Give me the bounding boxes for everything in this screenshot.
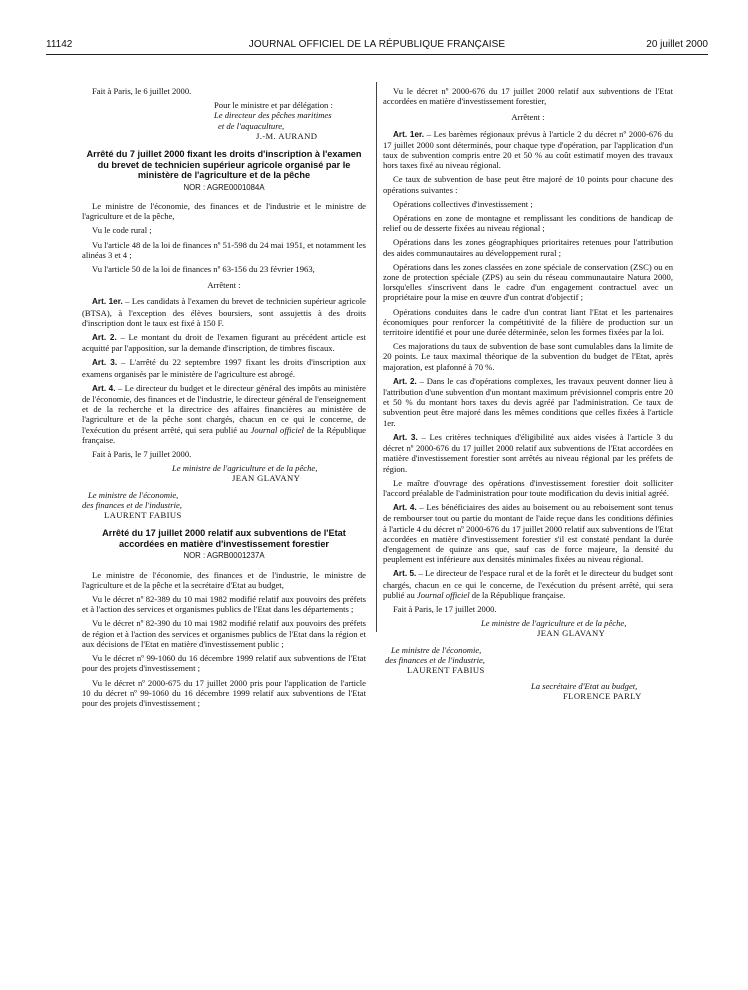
nor-reference: NOR : AGRB0001237A (183, 551, 265, 561)
paragraph: Ce taux de subvention de base peut être majoré de 10 points pour chacune des opérations suivantes : (383, 174, 673, 195)
signature-block (82, 100, 366, 141)
signature-block (383, 681, 673, 701)
journal-reference: Journal officiel (250, 424, 304, 435)
article (383, 376, 673, 428)
signature-title: Le ministre de l'agriculture et de la pêche, (481, 618, 627, 629)
signature-title: Pour le ministre et par délégation : (214, 100, 333, 111)
paragraph: Vu le code rural ; (92, 225, 152, 236)
arretent-heading: Arrêtent : (207, 280, 241, 291)
article-label: Art. 5. (393, 569, 417, 579)
signature-block (383, 645, 673, 676)
article-text: – Le directeur de l'espace rural et de la forêt et le directeur du budget sont chargés, chacun en ce qui le concerne, de l'exécution du présent arrêté, qui sera publié au (383, 568, 673, 600)
signing-date: Fait à Paris, le 17 juillet 2000. (393, 603, 497, 614)
article (383, 129, 673, 171)
article-label: Art. 2. (92, 333, 117, 343)
decree-title: Arrêté du 17 juillet 2000 relatif aux subventions de l'Etat accordées en matière d'investissement forestier (102, 528, 346, 549)
paragraph: Le ministre de l'économie, des finances et de l'industrie et le ministre de l'agriculture et de la pêche, (82, 201, 366, 222)
signatory-name: LAURENT FABIUS (407, 664, 485, 675)
article-label: Art. 4. (393, 503, 417, 513)
paragraph: Le ministre de l'économie, des finances et de l'industrie, le ministre de l'agriculture et de la pêche et la secrétaire d'Etat au budget, (82, 569, 366, 590)
paragraph: Le maître d'ouvrage des opérations d'investissement forestier doit solliciter l'accord préalable de l'administration pour toute modification du devis initial agréé. (383, 477, 673, 498)
signature-block (82, 490, 366, 521)
journal-reference: Journal officiel (416, 589, 470, 600)
article-text: – Les barèmes régionaux prévus à l'article 2 du décret nº 2000-676 du 17 juillet 2000 sont déterminés, pour chaque type d'opération, par l'application d'un taux de subvention compris entre 20 et 50 % au coût estimatif moyen des travaux hors taxes fixé au niveau régional. (383, 128, 673, 171)
signatory-name: JEAN GLAVANY (232, 473, 301, 484)
publication-date: 20 juillet 2000 (646, 39, 708, 50)
page-number: 11142 (46, 39, 73, 50)
signature-title: Le ministre de l'économie, (391, 644, 482, 655)
article-text: – L'arrêté du 22 septembre 1997 fixant les droits d'inscription aux examens organisés par le ministère de l'agriculture est abrogé. (82, 357, 366, 379)
column-divider (376, 82, 377, 632)
decree-title: Arrêté du 7 juillet 2000 fixant les droits d'inscription à l'examen du brevet de technicien supérieur agricole organisé par le ministère de l'agriculture et de la pêche (86, 149, 362, 181)
signing-date: Fait à Paris, le 7 juillet 2000. (92, 449, 192, 460)
article-text: – Dans le cas d'opérations complexes, les travaux peuvent donner lieu à l'attribution d'une subvention d'un montant maximum prévisionnel compris entre 20 et 50 % du montant hors taxes du devis agréé par l'administration. Ce taux de subvention peut être majoré dans les mêmes conditions que celles fixées à l'article 1er. (383, 375, 673, 428)
nor-reference: NOR : AGRE0001084A (183, 182, 265, 192)
signature-title: des finances et de l'industrie, (82, 499, 182, 510)
paragraph: Ces majorations du taux de subvention de base sont cumulables dans la limite de 20 points. Le taux maximal théorique de la subvention du budget de l'Etat, après majoration, est plafonné à 70 %. (383, 341, 673, 372)
signature-title: Le directeur des pêches maritimes (214, 110, 332, 121)
paragraph: Vu le décret nº 2000-675 du 17 juillet 2000 pris pour l'application de l'article 10 du décret nº 99-1060 du 16 décembre 1999 relatif aux subventions de l'Etat pour des projets d'investissement ; (82, 677, 366, 708)
article-label: Art. 1er. (393, 129, 425, 139)
paragraph: Vu le décret nº 82-390 du 10 mai 1982 modifié relatif aux pouvoirs des préfets de région et à l'action des services et organismes publics de l'Etat dans la région et aux décisions de l'Etat en matière d'investissement public ; (82, 618, 366, 649)
article-label: Art. 3. (393, 432, 418, 442)
article (82, 332, 366, 353)
paragraph: Vu le décret nº 82-389 du 10 mai 1982 modifié relatif aux pouvoirs des préfets et à l'action des services et organismes publics de l'Etat dans les départements ; (82, 594, 366, 615)
article (82, 357, 366, 378)
signatory-name: J.-M. AURAND (256, 130, 318, 141)
article (383, 502, 673, 564)
article-label: Art. 4. (92, 383, 116, 393)
article-text: – Les bénéficiaires des aides au boisement ou au reboisement sont tenus de rembourser tout ou partie du montant de l'aide reçue dans les conditions définies à l'article 4 du décret nº 2000-676 du 17 juillet 2000 relatif aux subventions de l'Etat accordées en matière d'investissement forestier s'il est constaté pendant la durée d'engagement de quinze ans que, sauf cas de force majeure, la densité du peuplement est inférieure aux densités minimales fixées au niveau régional. (383, 502, 673, 565)
paragraph: Vu le décret nº 2000-676 du 17 juillet 2000 relatif aux subventions de l'Etat accordées en matière d'investissement forestier, (383, 86, 673, 107)
article (82, 296, 366, 328)
article-text: de la République française. (82, 424, 366, 445)
left-column (82, 86, 366, 712)
article (82, 383, 366, 445)
signature-title: La secrétaire d'Etat au budget, (531, 681, 638, 692)
paragraph: Vu l'article 50 de la loi de finances nº 63-156 du 23 février 1963, (92, 264, 315, 275)
article (383, 568, 673, 600)
signatory-name: FLORENCE PARLY (563, 691, 642, 702)
arretent-heading: Arrêtent : (511, 112, 545, 123)
signatory-name: LAURENT FABIUS (104, 510, 182, 521)
header-rule (46, 54, 708, 55)
signature-title: Le ministre de l'agriculture et de la pêche, (172, 463, 318, 474)
paragraph: Opérations dans les zones classées en zone spéciale de conservation (ZSC) ou en zone de protection spéciale (ZPS) au sein du réseau communautaire Natura 2000, lorsqu'elles s'inscrivent dans le cadre d'un engagement contractuel avec un propriétaire pour la mise en œuvre d'un contrat d'objectif ; (383, 261, 673, 303)
page-header (46, 36, 708, 54)
paragraph: Opérations dans les zones géographiques prioritaires retenues pour l'attribution des aides communautaires au développement rural ; (383, 237, 673, 258)
signature-title: Le ministre de l'économie, (88, 489, 179, 500)
article-label: Art. 3. (92, 358, 118, 368)
signature-title: et de l'aquaculture, (218, 120, 285, 131)
article-label: Art. 1er. (92, 297, 123, 307)
signature-block (383, 618, 673, 638)
paragraph: Opérations collectives d'investissement ; (393, 198, 533, 209)
signing-date: Fait à Paris, le 6 juillet 2000. (92, 86, 192, 96)
article (383, 432, 673, 474)
signatory-name: JEAN GLAVANY (537, 628, 606, 639)
paragraph: Vu le décret nº 99-1060 du 16 décembre 1999 relatif aux subventions de l'Etat pour des projets d'investissement ; (82, 653, 366, 674)
journal-title: JOURNAL OFFICIEL DE LA RÉPUBLIQUE FRANÇAISE (248, 39, 506, 50)
article-label: Art. 2. (393, 376, 417, 386)
signature-block (82, 463, 366, 483)
article-text: – Le montant du droit de l'examen figurant au précédent article est acquitté par l'apposition, sur la demande d'inscription, de timbres fiscaux. (82, 332, 366, 354)
article-text: – Le directeur du budget et le directeur général des impôts au ministère de l'économie, des finances et de l'industrie, le directeur général de l'enseignement et de la recherche et la directrice des affaires financières au ministère de l'agriculture et de la pêche sont chargés, chacun en ce qui le concerne, de l'exécution du présent arrêté, qui sera publié au (82, 382, 366, 435)
paragraph: Opérations conduites dans le cadre d'un contrat liant l'Etat et les partenaires économiques pour renforcer la compétitivité de la filière de production sur un territoire identifié et pour une durée déterminée, selon les formes fixées par la loi. (383, 306, 673, 338)
paragraph: Opérations en zone de montagne et remplissant les conditions de handicap de relief ou de desserte fixées au niveau régional ; (383, 213, 673, 234)
signature-title: des finances et de l'industrie, (385, 654, 485, 665)
right-column (383, 86, 673, 708)
article-text: – Les critères techniques d'éligibilité aux aides visées à l'article 3 du décret nº 2000-676 du 17 juillet 2000 relatif aux subventions de l'Etat accordées en matière d'investissement forestier sont arrêtés au niveau régional par les préfets de région. (383, 431, 673, 474)
article-text: – Les candidats à l'examen du brevet de technicien supérieur agricole (BTSA), à l'exception des élèves boursiers, sont assujettis à des droits d'inscription dont le taux est fixé à 150 F. (82, 296, 366, 328)
paragraph: Vu l'article 48 de la loi de finances nº 51-598 du 24 mai 1951, et notamment les alinéas 3 et 4 ; (82, 239, 366, 260)
article-text: de la République française. (469, 589, 566, 600)
